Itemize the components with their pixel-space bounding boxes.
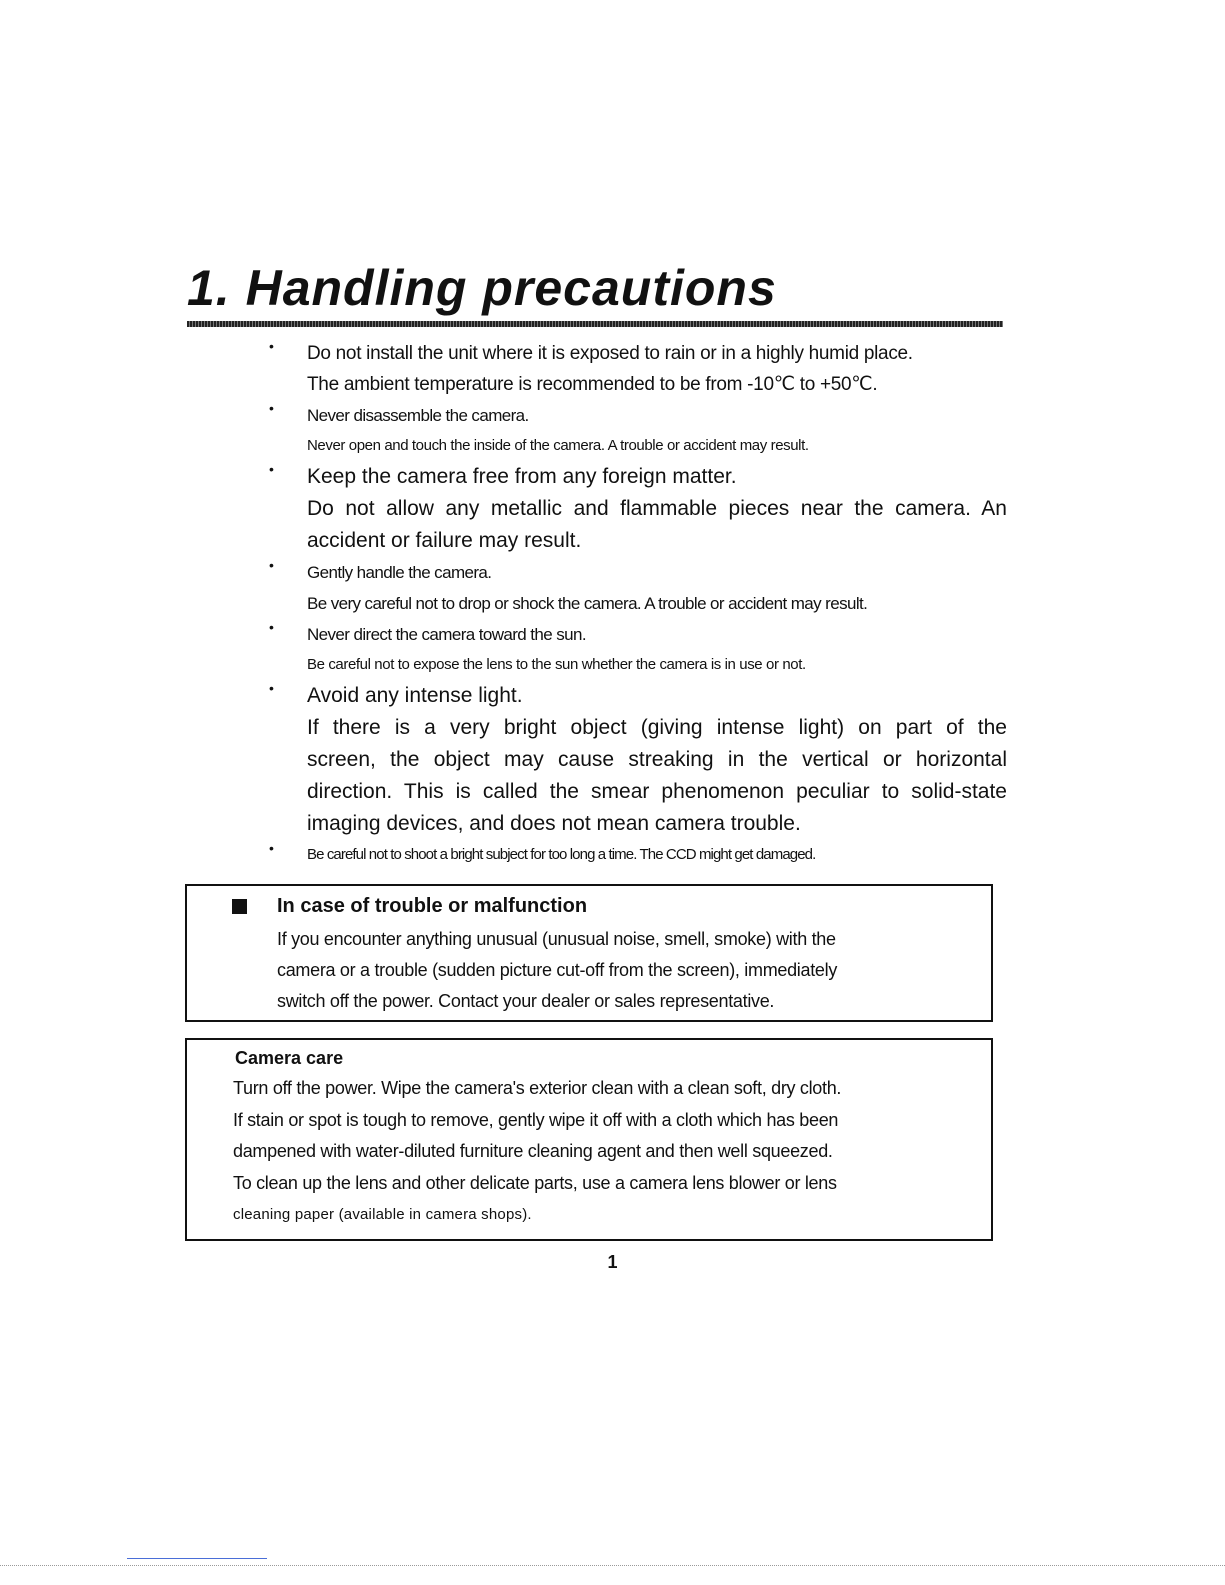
precaution-item-foreign-matter [262, 461, 1007, 557]
precaution-line: Be very careful not to drop or shock the camera. A trouble or accident may result. [307, 594, 868, 613]
precaution-line: Be careful not to expose the lens to the sun whether the camera is in use or not. [307, 656, 806, 673]
footer-dotted-rule [0, 1565, 1225, 1566]
precaution-line: Gently handle the camera. [307, 563, 492, 582]
trouble-notice-box [185, 884, 993, 1022]
precaution-line: Never disassemble the camera. [307, 406, 529, 425]
precaution-item-bright-subject [262, 840, 1007, 870]
care-heading: Camera care [235, 1048, 344, 1068]
care-line: If stain or spot is tough to remove, gently wipe it off with a cloth which has been [233, 1109, 839, 1130]
bullet-icon: • [269, 619, 274, 635]
precaution-item-sun [262, 619, 1007, 680]
precaution-item-intense-light [262, 680, 1007, 840]
bullet-icon: • [269, 461, 274, 477]
trouble-line: camera or a trouble (sudden picture cut-off from the screen), immediately [277, 960, 838, 980]
precaution-line: Avoid any intense light. [307, 684, 523, 707]
precaution-line: Never direct the camera toward the sun. [307, 625, 586, 644]
precaution-line: accident or failure may result. [307, 529, 582, 552]
care-line: dampened with water-diluted furniture cleaning agent and then well squeezed. [233, 1141, 833, 1161]
precaution-item-disassemble [262, 400, 1007, 461]
precaution-line: If there is a very bright object (giving intense light) on part of the [307, 716, 1007, 739]
precaution-line: The ambient temperature is recommended to be from -10℃ to +50℃. [307, 374, 878, 395]
black-square-icon [232, 899, 247, 914]
precaution-line: Be careful not to shoot a bright subject for too long a time. The CCD might get damaged. [307, 846, 816, 863]
precaution-line: Do not allow any metallic and flammable pieces near the camera. An [307, 497, 1007, 520]
precaution-item-humidity [262, 338, 1007, 400]
care-body [233, 1073, 953, 1231]
trouble-body [277, 924, 947, 1017]
camera-care-box [185, 1038, 993, 1241]
precaution-line: Do not install the unit where it is exposed to rain or in a highly humid place. [307, 343, 913, 364]
bullet-icon: • [269, 400, 274, 416]
precaution-line: imaging devices, and does not mean camera trouble. [307, 812, 801, 835]
precaution-line: Keep the camera free from any foreign matter. [307, 465, 737, 488]
bullet-icon: • [269, 557, 274, 573]
title-rule [187, 321, 1003, 327]
bullet-icon: • [269, 680, 274, 696]
precaution-line: screen, the object may cause streaking in the vertical or horizontal [307, 748, 1007, 771]
precautions-list [262, 338, 1007, 870]
care-line: cleaning paper (available in camera shops). [233, 1206, 532, 1223]
bullet-icon: • [269, 338, 274, 354]
care-line: To clean up the lens and other delicate parts, use a camera lens blower or lens [233, 1172, 837, 1193]
trouble-line: If you encounter anything unusual (unusual noise, smell, smoke) with the [277, 929, 836, 949]
trouble-line: switch off the power. Contact your dealer or sales representative. [277, 991, 775, 1011]
precaution-item-gentle-handling [262, 557, 1007, 619]
page-number: 1 [607, 1252, 618, 1272]
precaution-line: direction. This is called the smear phenomenon peculiar to solid-state [307, 780, 1007, 803]
precaution-line: Never open and touch the inside of the camera. A trouble or accident may result. [307, 437, 809, 454]
trouble-heading: In case of trouble or malfunction [277, 895, 588, 917]
care-line: Turn off the power. Wipe the camera's exterior clean with a clean soft, dry cloth. [233, 1078, 842, 1098]
page-title: 1. Handling precautions [187, 260, 777, 316]
bullet-icon: • [269, 840, 274, 856]
footer-link-underline [127, 1558, 267, 1559]
